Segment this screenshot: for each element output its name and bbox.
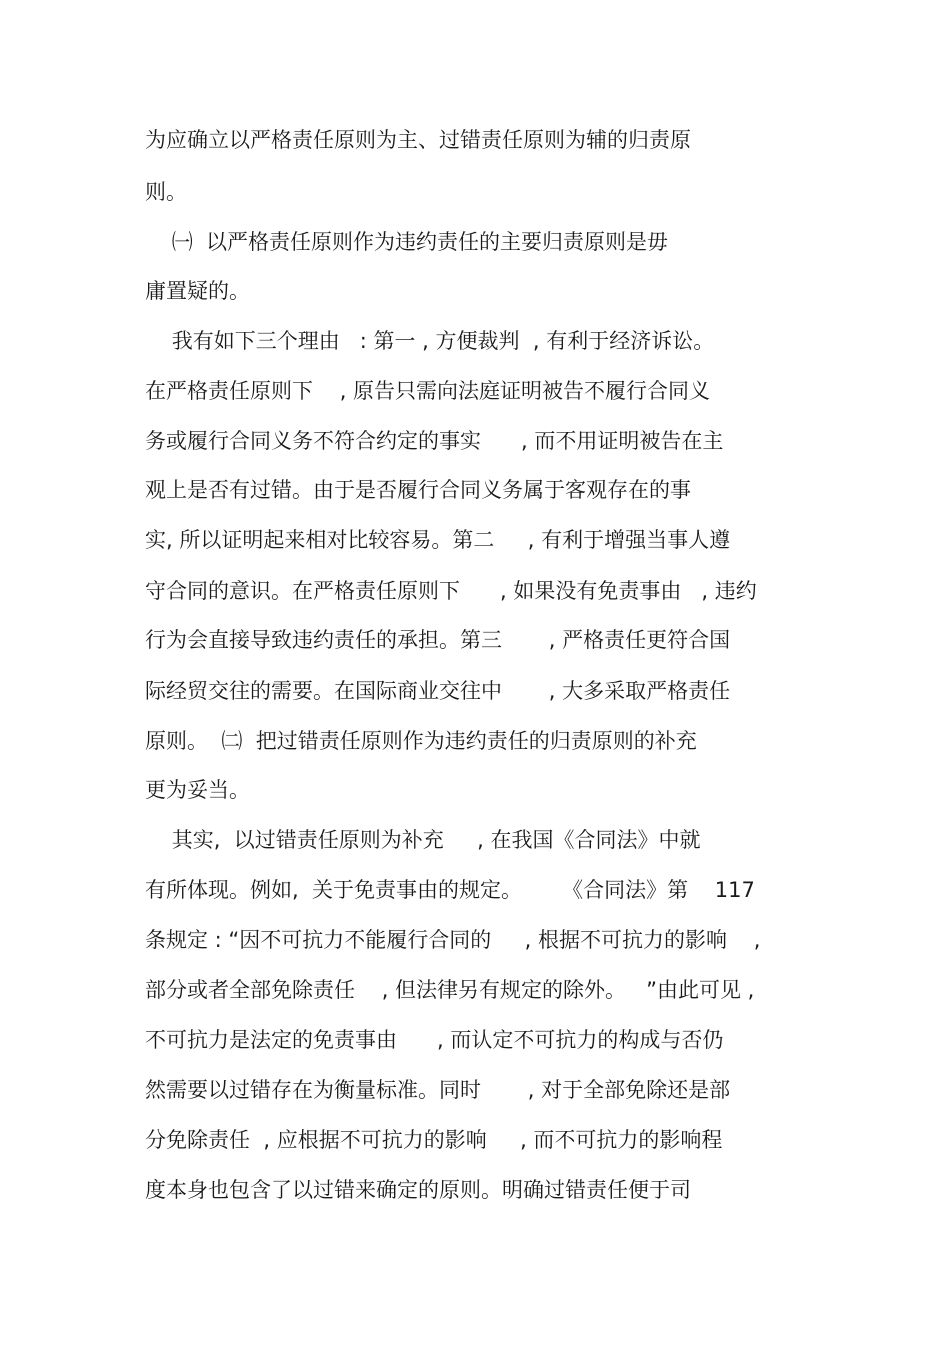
text-line: 然需要以过错存在为衡量标准。同时 , 对于全部免除还是部: [145, 1078, 731, 1102]
text-line: 其实, 以过错责任原则为补充 , 在我国《合同法》中就: [145, 828, 701, 852]
text-line: 度本身也包含了以过错来确定的原则。明确过错责任便于司: [145, 1178, 691, 1202]
text-line: 守合同的意识。在严格责任原则下 , 如果没有免责事由 , 违约: [145, 579, 757, 603]
text-line: 更为妥当。: [145, 778, 250, 802]
text-line: 则。: [145, 180, 187, 204]
text-line: 有所体现。例如, 关于免责事由的规定。 《合同法》第 117: [145, 878, 755, 902]
text-line: 观上是否有过错。由于是否履行合同义务属于客观存在的事: [145, 478, 691, 502]
text-line: 条规定 : “因不可抗力不能履行合同的 , 根据不可抗力的影响 ,: [145, 928, 761, 952]
text-line: 际经贸交往的需要。在国际商业交往中 , 大多采取严格责任: [145, 679, 731, 703]
text-line: 部分或者全部免除责任 , 但法律另有规定的除外。 ”由此可见 ,: [145, 978, 755, 1002]
text-line: 不可抗力是法定的免责事由 , 而认定不可抗力的构成与否仍: [145, 1028, 724, 1052]
text-line: 实, 所以证明起来相对比较容易。第二 , 有利于增强当事人遵: [145, 528, 731, 552]
text-line: 我有如下三个理由 : 第一 , 方便裁判 , 有利于经济诉讼。: [145, 329, 715, 353]
text-line: 在严格责任原则下 , 原告只需向法庭证明被告不履行合同义: [145, 379, 711, 403]
text-line: 分免除责任 , 应根据不可抗力的影响 , 而不可抗力的影响程: [145, 1128, 723, 1152]
text-line: 原则。 ㈡ 把过错责任原则作为违约责任的归责原则的补充: [145, 729, 697, 753]
text-line: 庸置疑的。: [145, 279, 250, 303]
text-line: 为应确立以严格责任原则为主、过错责任原则为辅的归责原: [145, 128, 691, 152]
text-line: 务或履行合同义务不符合约定的事实 , 而不用证明被告在主: [145, 429, 724, 453]
text-line: 行为会直接导致违约责任的承担。第三 , 严格责任更符合国: [145, 628, 731, 652]
text-line: ㈠ 以严格责任原则作为违约责任的主要归责原则是毋: [145, 230, 669, 254]
